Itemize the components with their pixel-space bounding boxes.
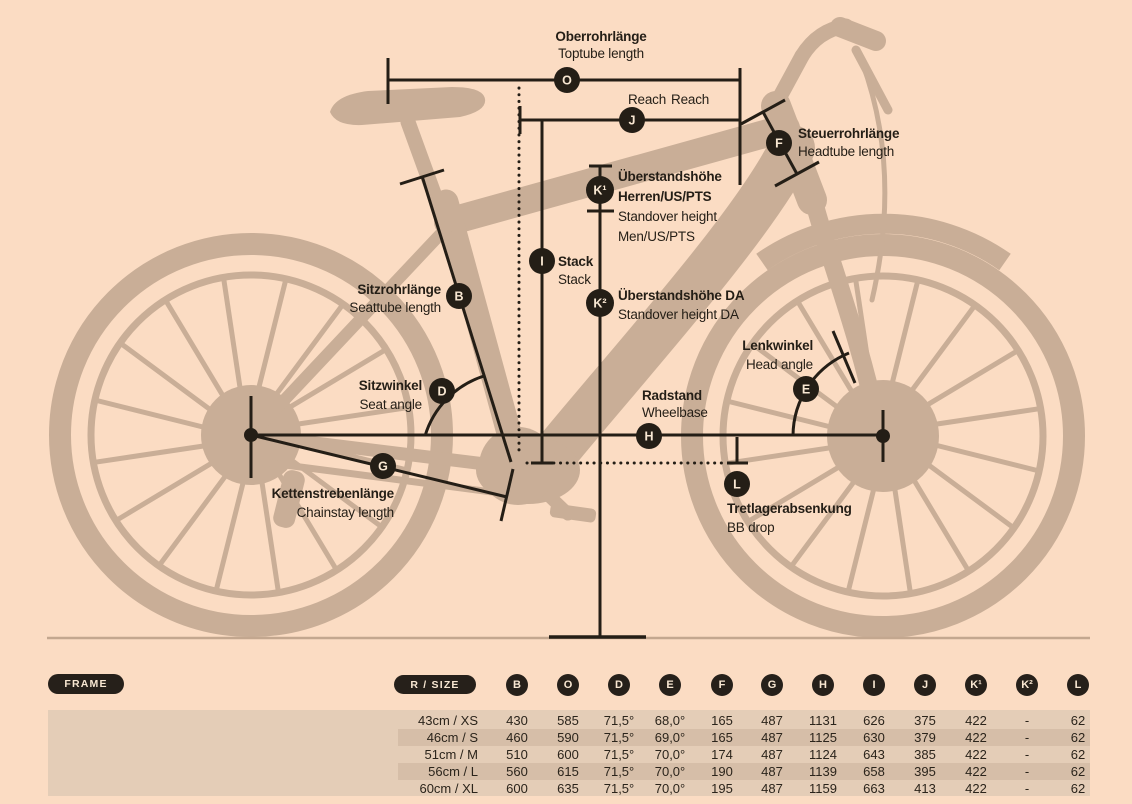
rear-axle-dot (244, 428, 258, 442)
svg-text:Seat angle: Seat angle (359, 397, 422, 412)
svg-text:Wheelbase: Wheelbase (642, 405, 708, 420)
table-row: 46cm / S 460 590 71,5° 69,0° 165 487 1125 630 379 422 - 62 (0, 729, 1132, 746)
label-standover-men (618, 169, 722, 244)
svg-text:Standover height DA: Standover height DA (618, 307, 739, 322)
table-row: 51cm / M 510 600 71,5° 70,0° 174 487 1124 643 385 422 - 62 (0, 746, 1132, 763)
svg-text:Stack: Stack (558, 254, 594, 269)
badge-d: D (437, 384, 447, 399)
seat-tube (446, 202, 518, 466)
svg-text:Steuerrohrlänge: Steuerrohrlänge (798, 126, 900, 141)
badge-k1: K¹ (593, 183, 607, 198)
row-size: 56cm / L (428, 764, 478, 779)
grip (840, 27, 876, 41)
col-header-e: E (659, 674, 681, 696)
label-seatangle (359, 378, 422, 412)
svg-text:Standover height: Standover height (618, 209, 717, 224)
label-stack (558, 254, 594, 287)
svg-text:Radstand: Radstand (642, 388, 702, 403)
table-row: 43cm / XS 430 585 71,5° 68,0° 165 487 1131 626 375 422 - 62 (0, 712, 1132, 729)
svg-text:Head angle: Head angle (745, 357, 813, 372)
col-header-h: H (812, 674, 834, 696)
col-header-f: F (711, 674, 733, 696)
badge-g: G (378, 459, 388, 474)
svg-text:Überstandshöhe DA: Überstandshöhe DA (618, 288, 745, 303)
size-pill: R / SIZE (394, 675, 476, 694)
label-toptube (555, 29, 647, 61)
saddle (330, 87, 485, 125)
svg-text:Herren/US/PTS: Herren/US/PTS (618, 189, 712, 204)
col-header-l: L (1067, 674, 1089, 696)
seatpost (408, 122, 440, 210)
label-headangle (742, 338, 813, 372)
badge-b: B (454, 289, 464, 304)
svg-text:Headtube length: Headtube length (798, 144, 895, 159)
svg-text:Oberrohrlänge: Oberrohrlänge (555, 29, 647, 44)
svg-text:BB drop: BB drop (727, 520, 775, 535)
badge-e: E (801, 382, 811, 397)
svg-text:Tretlagerabsenkung: Tretlagerabsenkung (727, 501, 852, 516)
table-row: 60cm / XL 600 635 71,5° 70,0° 195 487 1159 663 413 422 - 62 (0, 780, 1132, 797)
bike-silhouette (47, 26, 1090, 638)
col-header-b: B (506, 674, 528, 696)
col-header-d: D (608, 674, 630, 696)
table-row: 56cm / L 560 615 71,5° 70,0° 190 487 1139 658 395 422 - 62 (0, 763, 1132, 780)
svg-text:Sitzrohrlänge: Sitzrohrlänge (357, 282, 441, 297)
badge-h: H (644, 429, 654, 444)
measure-stack (531, 120, 553, 463)
badge-i: I (540, 254, 544, 269)
stem (776, 56, 802, 104)
row-size: 43cm / XS (418, 713, 478, 728)
front-axle-dot (876, 429, 890, 443)
svg-text:Men/US/PTS: Men/US/PTS (618, 229, 695, 244)
svg-text:Kettenstrebenlänge: Kettenstrebenlänge (271, 486, 394, 501)
svg-text:Lenkwinkel: Lenkwinkel (742, 338, 813, 353)
svg-text:Sitzwinkel: Sitzwinkel (358, 378, 422, 393)
col-header-i: I (863, 674, 885, 696)
pedal (549, 503, 597, 523)
svg-text:Seattube length: Seattube length (349, 300, 441, 315)
col-header-g: G (761, 674, 783, 696)
label-reach: Reach Reach (628, 92, 710, 107)
badge-o: O (562, 73, 572, 88)
badge-k2: K² (593, 296, 607, 311)
badge-f: F (775, 136, 783, 151)
badge-l: L (733, 477, 741, 492)
row-size: 51cm / M (424, 747, 478, 762)
row-size: 46cm / S (426, 730, 478, 745)
svg-text:Toptube length: Toptube length (558, 46, 644, 61)
svg-text:Chainstay length: Chainstay length (296, 505, 394, 520)
col-header-j: J (914, 674, 936, 696)
svg-text:Überstandshöhe: Überstandshöhe (618, 169, 722, 184)
col-header-k2: K² (1016, 674, 1038, 696)
row-size: 60cm / XL (419, 781, 478, 796)
frame-pill: FRAME (48, 674, 124, 694)
svg-text:Stack: Stack (558, 272, 591, 287)
badge-j: J (628, 113, 636, 128)
col-header-k1: K¹ (965, 674, 987, 696)
col-header-o: O (557, 674, 579, 696)
